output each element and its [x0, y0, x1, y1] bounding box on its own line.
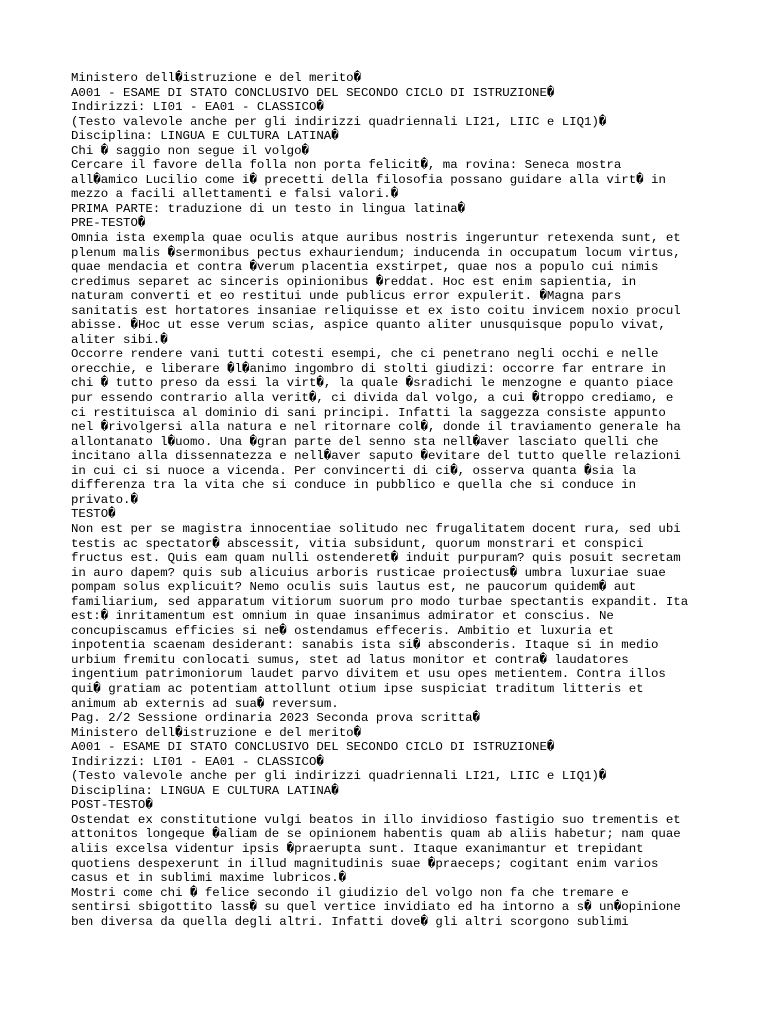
text-line: POST-TESTO� [71, 798, 153, 813]
text-line: mezzo a facili allettamenti e falsi valori.� [71, 187, 399, 202]
text-line: est:� inritamentum est omnium in quae insanimus admirator et conscius. Ne [71, 609, 614, 624]
text-line: allontanato l�uomo. Una �gran parte del senno sta nell�aver lasciato quelli che [71, 434, 659, 449]
text-line: all�amico Lucilio come i� precetti della filosofia possano guidare alla virt� in [71, 172, 666, 187]
text-line: abisse. �Hoc ut esse verum scias, aspice quanto aliter unusquisque populo vivat, [71, 318, 666, 333]
text-line: ben diversa da quella degli altri. Infatti dove� gli altri scorgono sublimi [71, 914, 629, 929]
text-line: quae mendacia et contra �verum placentia exstirpet, quae nos a populo cui nimis [71, 260, 659, 275]
text-line: testis ac spectator� abscessit, vitia subsidunt, quorum monstrari et conspici [71, 536, 644, 551]
text-line: concupiscamus efficies si ne� ostendamus effeceris. Ambitio et luxuria et [71, 623, 614, 638]
text-line: pompam solus explicuit? Nemo oculis suis lautus est, ne paucorum quidem� aut [71, 580, 637, 595]
text-line: credimus separet ac sinceris opinionibus �reddat. Hoc est enim sapientia, in [71, 274, 637, 289]
text-line: A001 - ESAME DI STATO CONCLUSIVO DEL SECONDO CICLO DI ISTRUZIONE� [71, 740, 555, 755]
text-line: fructus est. Quis eam quam nulli ostenderet� induit purpuram? quis posuit secretam [71, 551, 681, 566]
text-line: PRE-TESTO� [71, 216, 146, 231]
text-line: animum ab externis ad sua� reversum. [71, 696, 339, 711]
text-line: familiarium, sed apparatum vitiorum suorum pro modo turbae spectantis expandit. Ita [71, 594, 689, 609]
text-line: sentirsi sbigottito lass� su quel vertice invidiato ed ha intorno a s� un�opinione [71, 900, 681, 915]
text-line: pur essendo contrario alla verit�, ci divida dal volgo, a cui �troppo crediamo, e [71, 391, 674, 406]
text-line: Mostri come chi � felice secondo il giudizio del volgo non fa che tremare e [71, 885, 629, 900]
text-line: Pag. 2/2 Sessione ordinaria 2023 Seconda prova scritta� [71, 711, 480, 726]
text-line: plenum malis �sermonibus pectus exhauriendum; inducenda in occupatum locum virtus, [71, 245, 681, 260]
text-line: aliter sibi.� [71, 332, 168, 347]
text-line: differenza tra la vita che si conduce in pubblico e quella che si conduce in [71, 478, 637, 493]
text-line: Disciplina: LINGUA E CULTURA LATINA� [71, 783, 339, 798]
text-line: privato.� [71, 492, 138, 507]
text-line: ci restituisca al dominio di sani principi. Infatti la saggezza consiste appunto [71, 405, 666, 420]
text-line: (Testo valevole anche per gli indirizzi quadriennali LI21, LIIC e LIQ1)� [71, 769, 607, 784]
text-line: quotiens despexerunt in illud magnitudinis suae �praeceps; cogitant enim varios [71, 856, 659, 871]
text-line: aliis excelsa videntur ipsis �praerupta sunt. Itaque exanimantur et trepidant [71, 841, 644, 856]
text-line: Disciplina: LINGUA E CULTURA LATINA� [71, 129, 339, 144]
document-text [71, 71, 731, 929]
text-line: TESTO� [71, 507, 116, 522]
text-line: orecchie, e liberare �l�animo ingombro di stolti giudizi: occorre far entrare in [71, 361, 666, 376]
text-line: Indirizzi: LI01 - EA01 - CLASSICO� [71, 100, 324, 115]
text-line: urbium fremitu conlocati sumus, stet ad latus monitor et contra� laudatores [71, 652, 629, 667]
text-line: ingentium patrimoniorum laudet parvo divitem et usu opes metientem. Contra illos [71, 667, 666, 682]
text-line: qui� gratiam ac potentiam attollunt otium ipse suspiciat traditum litteris et [71, 681, 644, 696]
text-line: in auro dapem? quis sub alicuius arboris rusticae proiectus� umbra luxuriae suae [71, 565, 666, 580]
text-line: Non est per se magistra innocentiae solitudo nec frugalitatem docent rura, sed ubi [71, 521, 681, 536]
text-line: Indirizzi: LI01 - EA01 - CLASSICO� [71, 754, 324, 769]
text-line: PRIMA PARTE: traduzione di un testo in lingua latina� [71, 201, 466, 216]
text-line: inpotentia scaenam desiderant: sanabis ista si� absconderis. Itaque si in medio [71, 638, 659, 653]
text-line: Ostendat ex constitutione vulgi beatos in illo invidioso fastigio suo trementis et [71, 812, 681, 827]
text-line: Cercare il favore della folla non porta felicit�, ma rovina: Seneca mostra [71, 158, 622, 173]
text-line: Occorre rendere vani tutti cotesti esempi, che ci penetrano negli occhi e nelle [71, 347, 659, 362]
text-line: A001 - ESAME DI STATO CONCLUSIVO DEL SECONDO CICLO DI ISTRUZIONE� [71, 85, 555, 100]
text-line: chi � tutto preso da essi la virt�, la quale �sradichi le menzogne e quanto piace [71, 376, 674, 391]
text-line: incitano alla dissennatezza e nell�aver saputo �evitare del tutto quelle relazioni [71, 449, 681, 464]
text-line: Ministero dell�istruzione e del merito� [71, 725, 362, 740]
text-line: naturam converti et eo restitui unde publicus error expulerit. �Magna pars [71, 289, 622, 304]
text-line: Chi � saggio non segue il volgo� [71, 143, 309, 158]
text-line: (Testo valevole anche per gli indirizzi quadriennali LI21, LIIC e LIQ1)� [71, 114, 607, 129]
text-line: Omnia ista exempla quae oculis atque auribus nostris ingeruntur retexenda sunt, et [71, 231, 681, 246]
text-line: in cui ci si nuoce a vicenda. Per convincerti di ci�, osserva quanta �sia la [71, 463, 637, 478]
text-line: attonitos longeque �aliam de se opinionem habentis quam ab aliis habetur; nam quae [71, 827, 681, 842]
text-line: sanitatis est hortatores insaniae reliquisse et ex isto coitu invicem noxio procul [71, 303, 681, 318]
text-line: Ministero dell�istruzione e del merito� [71, 71, 362, 85]
text-line: nel �rivolgersi alla natura e nel ritornare col�, donde il traviamento generale ha [71, 420, 681, 435]
text-line: casus et in sublimi maxime lubricos.� [71, 871, 347, 886]
